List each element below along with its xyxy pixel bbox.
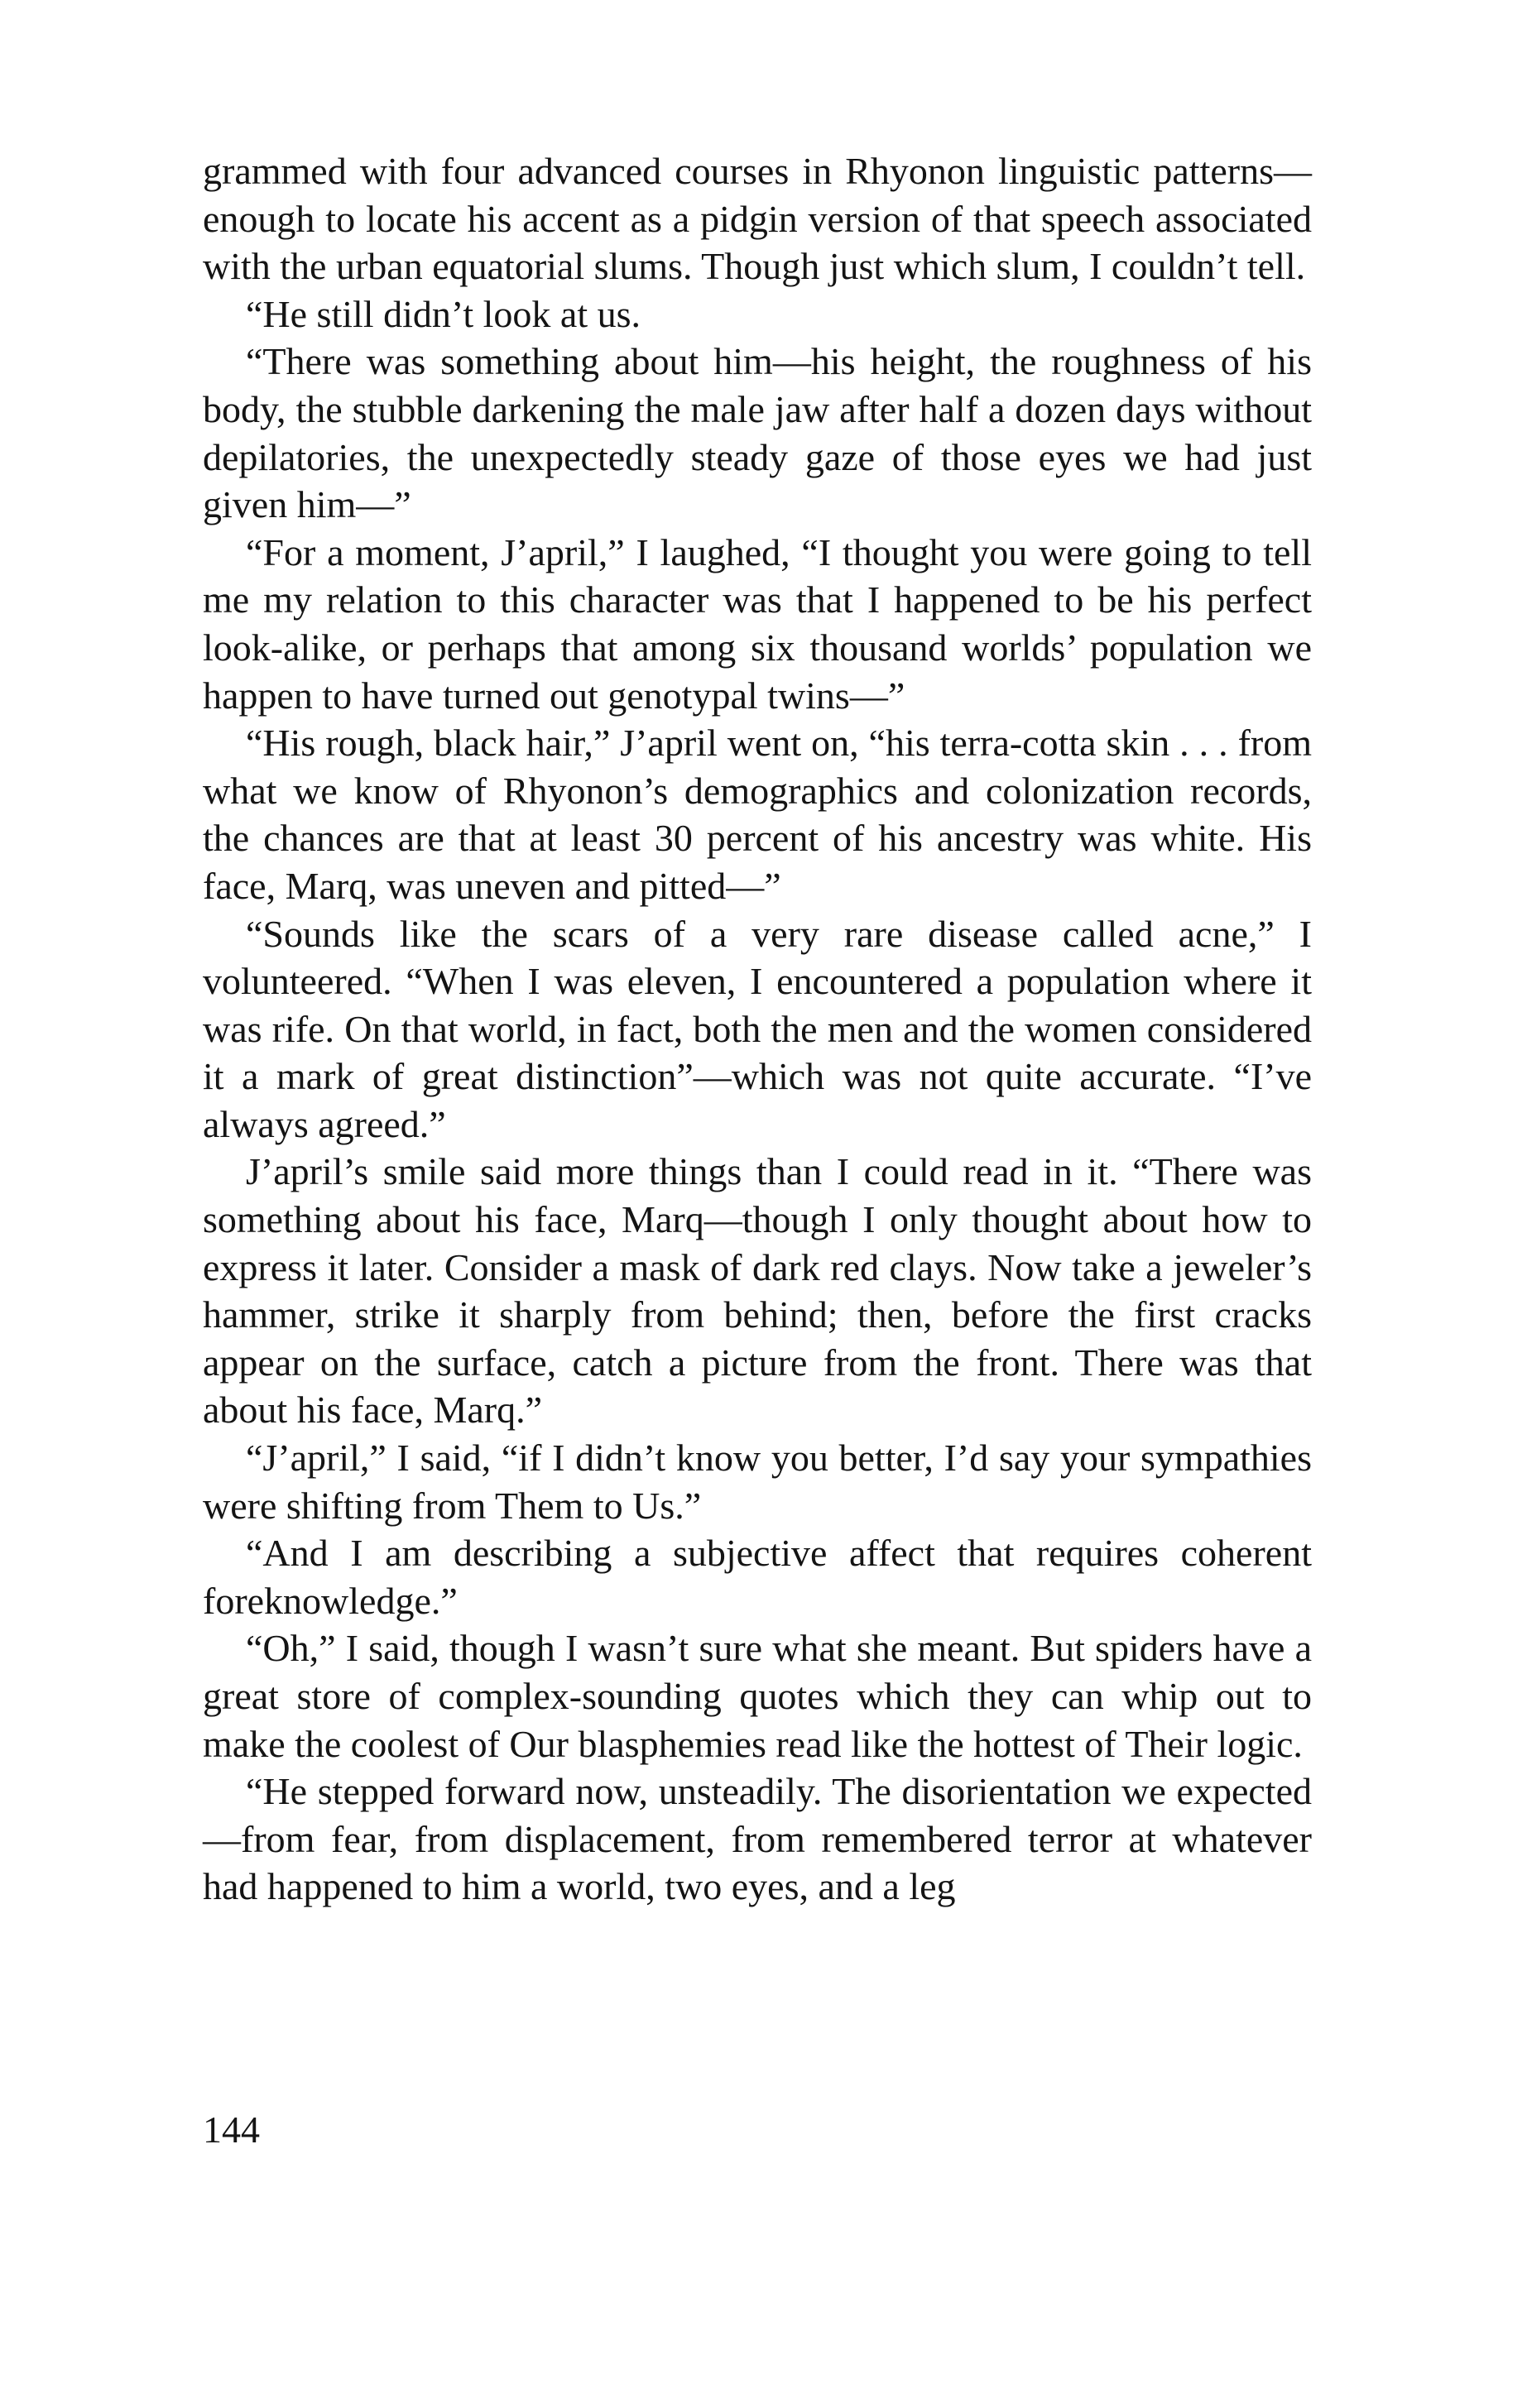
paragraph: “He stepped forward now, unsteadily. The disorientation we expected—from fear, from displacement, from remembered terror at whatever had happened to him a world, two eyes, and a leg bbox=[203, 1770, 1312, 1908]
paragraph: “J’april,” I said, “if I didn’t know you better, I’d say your sympathies were shifting from Them to Us.” bbox=[203, 1437, 1312, 1527]
paragraph: “His rough, black hair,” J’april went on, “his terra-cotta skin . . . from what we know of Rhyonon’s demographics and colonization records, the chances are that at least 30 percent of his ancestry was white. His face, Marq, was uneven and pitted—” bbox=[203, 722, 1312, 907]
paragraph: “For a moment, J’april,” I laughed, “I thought you were going to tell me my relation to this character was that I happened to be his perfect look-alike, or perhaps that among six thousand worlds’ population we happen to have turned out genotypal twins—” bbox=[203, 530, 1312, 717]
paragraph: J’april’s smile said more things than I could read in it. “There was something about his face, Marq—though I only thought about how to express it later. Consider a mask of dark red clays. Now take a jeweler’s hammer, strike it sharply from behind; then, before the first cracks appear on the surface, catch a picture from the front. There was that about his face, Marq.” bbox=[203, 1150, 1312, 1432]
paragraph: grammed with four advanced courses in Rhyonon linguistic patterns—enough to locate his accent as a pidgin version of that speech associated with the urban equatorial slums. Though just which slum, I couldn’t tell. bbox=[203, 150, 1312, 288]
paragraph: “There was something about him—his height, the roughness of his body, the stubble darkening the male jaw after half a dozen days without depilatories, the unexpectedly steady gaze of those eyes we had just given him—” bbox=[203, 340, 1312, 526]
paragraph: “Oh,” I said, though I wasn’t sure what she meant. But spiders have a great store of complex-sounding quotes which they can whip out to make the coolest of Our blasphemies read like the hottest of Their logic. bbox=[203, 1627, 1312, 1765]
page-number: 144 bbox=[203, 2108, 260, 2151]
paragraph: “And I am describing a subjective affect that requires coherent foreknowledge.” bbox=[203, 1532, 1312, 1622]
paragraph: “Sounds like the scars of a very rare disease called acne,” I volunteered. “When I was eleven, I encountered a population where it was rife. On that world, in fact, both the men and the women considered it a mark of great distinction”—which was not quite accurate. “I’ve always agreed.” bbox=[203, 912, 1312, 1145]
paragraph: “He still didn’t look at us. bbox=[246, 292, 641, 335]
body-text bbox=[203, 147, 1312, 1911]
